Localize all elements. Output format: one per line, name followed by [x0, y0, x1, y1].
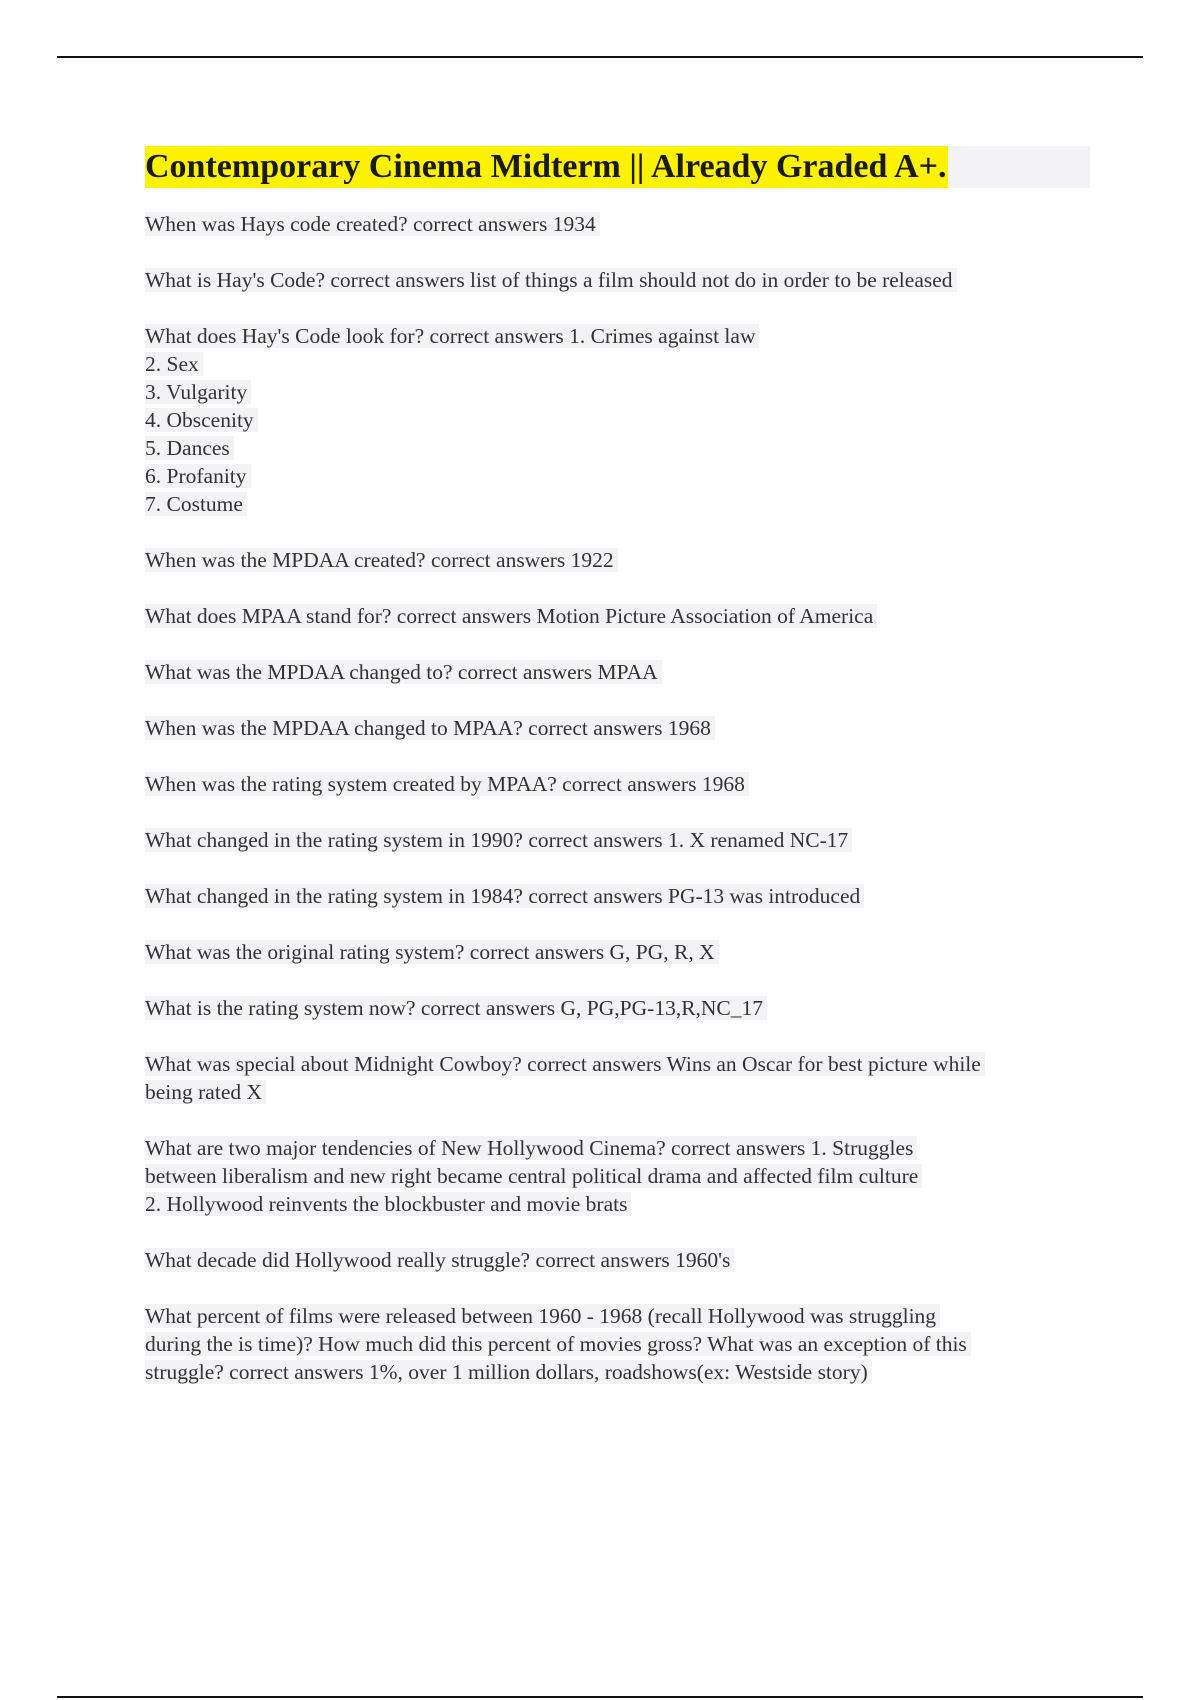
qa-line-text: When was the MPDAA created? correct answers 1922 — [145, 548, 618, 572]
qa-item — [145, 602, 1090, 630]
qa-item — [145, 658, 1090, 686]
qa-line — [145, 714, 1090, 742]
qa-item — [145, 210, 1090, 238]
qa-line-text: being rated X — [145, 1080, 266, 1104]
qa-line-text: When was the MPDAA changed to MPAA? correct answers 1968 — [145, 716, 715, 740]
qa-line-text: 4. Obscenity — [145, 408, 258, 432]
qa-item — [145, 938, 1090, 966]
qa-line-text: What does Hay's Code look for? correct answers 1. Crimes against law — [145, 324, 759, 348]
qa-line — [145, 210, 1090, 238]
qa-line — [145, 882, 1090, 910]
qa-line — [145, 434, 1090, 462]
qa-item — [145, 714, 1090, 742]
document-body — [145, 146, 1090, 1414]
qa-line-text: What was the MPDAA changed to? correct answers MPAA — [145, 660, 662, 684]
qa-line — [145, 322, 1090, 350]
qa-line-text: 2. Sex — [145, 352, 203, 376]
qa-list — [145, 210, 1090, 1386]
qa-line-text: 3. Vulgarity — [145, 380, 251, 404]
qa-item — [145, 826, 1090, 854]
qa-line — [145, 826, 1090, 854]
qa-line — [145, 378, 1090, 406]
top-rule — [57, 56, 1143, 58]
qa-line — [145, 546, 1090, 574]
qa-line-text: What percent of films were released between 1960 - 1968 (recall Hollywood was struggling — [145, 1304, 940, 1328]
qa-item — [145, 546, 1090, 574]
qa-line-text: What are two major tendencies of New Hollywood Cinema? correct answers 1. Struggles — [145, 1136, 917, 1160]
qa-item — [145, 322, 1090, 518]
qa-item — [145, 266, 1090, 294]
qa-line — [145, 406, 1090, 434]
qa-line — [145, 994, 1090, 1022]
qa-item — [145, 882, 1090, 910]
document-title: Contemporary Cinema Midterm || Already Graded A+. — [145, 146, 948, 188]
qa-line — [145, 1190, 1090, 1218]
qa-line — [145, 1050, 1090, 1078]
qa-line-text: struggle? correct answers 1%, over 1 million dollars, roadshows(ex: Westside story) — [145, 1360, 872, 1384]
qa-line — [145, 1162, 1090, 1190]
qa-line — [145, 490, 1090, 518]
bottom-rule — [57, 1696, 1143, 1698]
title-band — [145, 146, 1090, 188]
qa-line — [145, 1330, 1090, 1358]
qa-line-text: 6. Profanity — [145, 464, 251, 488]
qa-line-text: What is the rating system now? correct answers G, PG,PG-13,R,NC_17 — [145, 996, 767, 1020]
qa-line-text: 7. Costume — [145, 492, 247, 516]
qa-line-text: What is Hay's Code? correct answers list of things a film should not do in order to be released — [145, 268, 957, 292]
qa-line — [145, 658, 1090, 686]
qa-line — [145, 350, 1090, 378]
qa-line-text: What was special about Midnight Cowboy? correct answers Wins an Oscar for best picture while — [145, 1052, 985, 1076]
qa-item — [145, 1050, 1090, 1106]
qa-line-text: 2. Hollywood reinvents the blockbuster and movie brats — [145, 1192, 631, 1216]
qa-line — [145, 1302, 1090, 1330]
qa-line — [145, 1358, 1090, 1386]
qa-line-text: What does MPAA stand for? correct answers Motion Picture Association of America — [145, 604, 877, 628]
qa-line-text: during the is time)? How much did this percent of movies gross? What was an exception of this — [145, 1332, 971, 1356]
qa-line-text: When was the rating system created by MPAA? correct answers 1968 — [145, 772, 749, 796]
qa-line-text: 5. Dances — [145, 436, 234, 460]
qa-item — [145, 1302, 1090, 1386]
qa-line — [145, 602, 1090, 630]
qa-line — [145, 266, 1090, 294]
qa-line — [145, 1134, 1090, 1162]
qa-item — [145, 1246, 1090, 1274]
qa-line-text: What changed in the rating system in 1984? correct answers PG-13 was introduced — [145, 884, 864, 908]
qa-item — [145, 994, 1090, 1022]
qa-line-text: between liberalism and new right became central political drama and affected film culture — [145, 1164, 922, 1188]
qa-line-text: When was Hays code created? correct answers 1934 — [145, 212, 600, 236]
qa-line-text: What decade did Hollywood really struggle? correct answers 1960's — [145, 1248, 734, 1272]
qa-line-text: What was the original rating system? correct answers G, PG, R, X — [145, 940, 719, 964]
qa-line — [145, 1246, 1090, 1274]
qa-line — [145, 1078, 1090, 1106]
qa-line-text: What changed in the rating system in 1990? correct answers 1. X renamed NC-17 — [145, 828, 852, 852]
qa-line — [145, 770, 1090, 798]
qa-item — [145, 1134, 1090, 1218]
qa-line — [145, 938, 1090, 966]
qa-item — [145, 770, 1090, 798]
qa-line — [145, 462, 1090, 490]
